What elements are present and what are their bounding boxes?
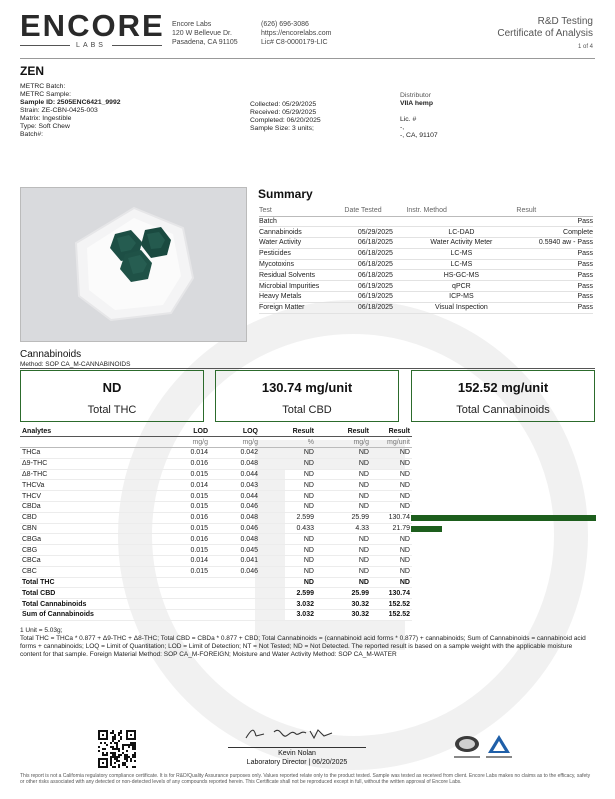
summary-date: 06/18/2025 (344, 259, 406, 270)
summary-result: Pass (516, 248, 593, 259)
lab-contact (261, 20, 331, 47)
analyte-loq (210, 577, 260, 588)
summary-title: Summary (258, 187, 313, 201)
analyte-lod (160, 588, 210, 599)
analyte-row (20, 566, 412, 577)
summary-date: 06/19/2025 (344, 281, 406, 292)
sample-id-row (20, 99, 121, 107)
analyte-loq: 0.045 (210, 545, 260, 556)
analyte-result-mgunit: mg/unit (371, 437, 412, 448)
summary-row (259, 292, 593, 303)
summary-row (259, 216, 593, 227)
lab-street: 120 W Bellevue Dr. (172, 30, 232, 37)
completed-row (250, 117, 321, 125)
analyte-lod (160, 577, 210, 588)
analyte-row (20, 469, 412, 480)
analyte-name: CBG (20, 545, 160, 556)
analyte-name: Total THC (20, 577, 160, 588)
analyte-loq: mg/g (210, 437, 260, 448)
cannabinoids-title: Cannabinoids (20, 349, 82, 360)
lab-website-link[interactable]: https://encorelabs.com (261, 30, 332, 37)
analyte-lod: 0.014 (160, 448, 210, 459)
cannabinoids-divider (20, 368, 595, 369)
summary-method: Visual Inspection (406, 302, 516, 313)
analyte-result-mgg: ND (316, 469, 371, 480)
analyte-result-pct: ND (260, 480, 316, 491)
type-label: Type: (20, 123, 37, 130)
analyte-result-mgg: ND (316, 545, 371, 556)
analyte-row (20, 545, 412, 556)
sample-size-row (250, 125, 321, 133)
summary-test: Water Activity (259, 238, 344, 249)
analyte-result-mgunit: ND (371, 534, 412, 545)
qr-code-graphic (98, 730, 136, 768)
col-analytes: Analytes (20, 426, 160, 437)
analyte-loq: 0.046 (210, 502, 260, 513)
analyte-result-pct: ND (260, 566, 316, 577)
total-row (20, 588, 412, 599)
total-row (20, 599, 412, 610)
analyte-loq: 0.048 (210, 534, 260, 545)
analyte-row (20, 480, 412, 491)
analyte-result-mgunit: ND (371, 458, 412, 469)
metrc-batch-row (20, 83, 121, 91)
lab-name: Encore Labs (172, 21, 212, 28)
product-name: ZEN (20, 64, 44, 78)
summary-method: Water Activity Meter (406, 238, 516, 249)
analyte-name: Sum of Cannabinoids (20, 610, 160, 621)
summary-col-date: Date Tested (344, 205, 406, 216)
metrc-sample-label: METRC Sample: (20, 91, 71, 98)
analyte-row (20, 491, 412, 502)
analyte-row (20, 523, 412, 534)
analyte-loq (210, 588, 260, 599)
analyte-name: CBCa (20, 556, 160, 567)
batch-label: Batch#: (20, 131, 44, 138)
summary-result: Pass (516, 216, 593, 227)
summary-col-result: Result (516, 205, 593, 216)
summary-row (259, 302, 593, 313)
analyte-lod: 0.016 (160, 534, 210, 545)
total-cbd-value: 130.74 mg/unit (261, 380, 353, 395)
analyte-result-mgunit: 130.74 (371, 512, 412, 523)
summary-test: Cannabinoids (259, 227, 344, 238)
analyte-loq: 0.041 (210, 556, 260, 567)
summary-date: 06/18/2025 (344, 270, 406, 281)
analyte-loq: 0.044 (210, 491, 260, 502)
report-title: Certificate of Analysis (497, 28, 593, 39)
summary-test: Batch (259, 216, 344, 227)
total-cannabinoids-value: 152.52 mg/unit (457, 380, 549, 395)
analyte-lod: 0.016 (160, 512, 210, 523)
analyte-result-mgunit: ND (371, 502, 412, 513)
lab-address (172, 20, 238, 47)
analytes-table (20, 426, 412, 621)
summary-result: Pass (516, 281, 593, 292)
summary-date (344, 216, 406, 227)
total-thc-label: Total THC (87, 404, 137, 416)
summary-test: Pesticides (259, 248, 344, 259)
analyte-result-pct: ND (260, 458, 316, 469)
col-result-pct: Result (260, 426, 316, 437)
summary-row (259, 270, 593, 281)
summary-method: qPCR (406, 281, 516, 292)
analyte-result-pct: ND (260, 545, 316, 556)
unit-note: 1 Unit = 5.03g; (20, 627, 63, 634)
total-cbd-box (215, 370, 399, 422)
lab-city: Pasadena, CA 91105 (172, 39, 238, 46)
matrix-label: Matrix: (20, 115, 41, 122)
analyte-result-pct: % (260, 437, 316, 448)
completed-label: Completed: (250, 117, 285, 124)
signature-line (228, 747, 366, 748)
total-cannabinoids-box (411, 370, 595, 422)
summary-col-test: Test (259, 205, 344, 216)
analyte-lod: 0.014 (160, 556, 210, 567)
analyte-loq (210, 599, 260, 610)
total-cannabinoids-label: Total Cannabinoids (456, 404, 550, 416)
sample-size-value: 3 units; (291, 125, 314, 132)
analyte-result-mgg: ND (316, 491, 371, 502)
analyte-result-mgunit: ND (371, 545, 412, 556)
analyte-result-mgunit: 130.74 (371, 588, 412, 599)
summary-method: LC-DAD (406, 227, 516, 238)
summary-header-row (259, 205, 593, 216)
analyte-result-mgunit: 152.52 (371, 610, 412, 621)
analyte-result-pct: ND (260, 556, 316, 567)
analyte-row (20, 512, 412, 523)
strain-row (20, 107, 121, 115)
summary-row (259, 227, 593, 238)
analyte-result-mgg: 30.32 (316, 610, 371, 621)
result-bar-cbd (411, 515, 596, 521)
distributor-label: Distributor (400, 92, 431, 99)
analyte-name: Total CBD (20, 588, 160, 599)
analytes-header-row (20, 426, 412, 437)
summary-test: Mycotoxins (259, 259, 344, 270)
analyte-loq: 0.044 (210, 469, 260, 480)
analyte-lod: mg/g (160, 437, 210, 448)
logo-subline (20, 42, 162, 49)
analyte-name: Δ9-THC (20, 458, 160, 469)
analyte-lod: 0.015 (160, 545, 210, 556)
analyte-result-mgg: ND (316, 502, 371, 513)
analyte-result-mgg: 4.33 (316, 523, 371, 534)
batch-row (20, 131, 121, 139)
logo-sub-text: LABS (76, 42, 106, 49)
analyte-name: CBC (20, 566, 160, 577)
distributor-info (400, 92, 438, 140)
analyte-result-mgg: ND (316, 566, 371, 577)
analyte-result-mgunit: ND (371, 480, 412, 491)
analyte-result-mgg: mg/g (316, 437, 371, 448)
report-title-block (497, 16, 593, 50)
analyte-lod (160, 599, 210, 610)
analyte-lod: 0.015 (160, 491, 210, 502)
analyte-name: CBN (20, 523, 160, 534)
collected-value: 05/29/2025 (282, 101, 317, 108)
page-number: 1 of 4 (577, 44, 593, 50)
summary-result: Complete (516, 227, 593, 238)
summary-date: 06/18/2025 (344, 238, 406, 249)
cannabinoids-method: Method: SOP CA_M-CANNABINOIDS (20, 361, 131, 368)
analyte-name: THCa (20, 448, 160, 459)
received-label: Received: (250, 109, 281, 116)
collected-label: Collected: (250, 101, 281, 108)
strain-value: ZE-CBN-0425-003 (41, 107, 98, 114)
analyte-row (20, 448, 412, 459)
analyte-result-mgg: 25.99 (316, 512, 371, 523)
analyte-row (20, 556, 412, 567)
sample-info (20, 83, 121, 139)
analyte-result-pct: 3.032 (260, 599, 316, 610)
analyte-result-mgg: ND (316, 458, 371, 469)
qr-code[interactable] (98, 730, 136, 768)
signature (240, 724, 360, 746)
analyte-result-mgg: ND (316, 448, 371, 459)
analyte-loq: 0.046 (210, 523, 260, 534)
disclaimer: This report is not a California regulatory compliance certificate. It is for R&D/Quality Assurance purposes only. Values reported relate only to the product tested. Sample was tested as received from client. Encore Labs makes no claims as to the efficacy, safety or other risks associated with any detected or non-detected levels of any compounds reported herein. This Certificate shall not be reproduced except in full, without the written approval of Encore Labs. (20, 773, 591, 786)
summary-row (259, 281, 593, 292)
signer-title: Laboratory Director | 06/20/2025 (246, 759, 348, 766)
summary-method (406, 216, 516, 227)
analyte-name: CBGa (20, 534, 160, 545)
logo-wordmark: ENCORE (20, 8, 165, 43)
analyte-lod: 0.015 (160, 566, 210, 577)
analyte-result-pct: ND (260, 577, 316, 588)
summary-method: LC-MS (406, 248, 516, 259)
logo-rule-left (20, 45, 70, 46)
summary-date: 06/18/2025 (344, 302, 406, 313)
completed-value: 06/20/2025 (286, 117, 321, 124)
total-row (20, 610, 412, 621)
analyte-result-mgg: ND (316, 556, 371, 567)
summary-row (259, 259, 593, 270)
analyte-result-mgunit: 21.79 (371, 523, 412, 534)
signer-block (228, 749, 366, 767)
analyte-loq: 0.043 (210, 480, 260, 491)
received-row (250, 109, 321, 117)
analyte-result-mgunit: ND (371, 448, 412, 459)
total-cbd-label: Total CBD (282, 404, 332, 416)
summary-method: ICP-MS (406, 292, 516, 303)
type-row (20, 123, 121, 131)
summary-date: 06/19/2025 (344, 292, 406, 303)
analyte-result-mgunit: ND (371, 566, 412, 577)
summary-test: Heavy Metals (259, 292, 344, 303)
summary-result: Pass (516, 292, 593, 303)
company-logo (20, 8, 165, 49)
result-bar-cbn (411, 526, 442, 532)
col-result-mgunit: Result (371, 426, 412, 437)
matrix-value: Ingestible (42, 115, 72, 122)
analyte-name: CBDa (20, 502, 160, 513)
total-thc-value: ND (102, 380, 122, 395)
summary-col-method: Instr. Method (406, 205, 516, 216)
received-value: 05/29/2025 (282, 109, 317, 116)
signer-name: Kevin Nolan (278, 750, 316, 757)
col-lod: LOD (160, 426, 210, 437)
collected-row (250, 101, 321, 109)
matrix-row (20, 115, 121, 123)
lab-license: Lic# C8-0000179-LIC (261, 39, 328, 46)
analyte-result-mgunit: ND (371, 556, 412, 567)
analyte-result-mgunit: ND (371, 469, 412, 480)
logo-rule-right (112, 45, 162, 46)
distributor-address-2: -, CA, 91107 (400, 132, 438, 139)
summary-row (259, 248, 593, 259)
analyte-row (20, 502, 412, 513)
analyte-lod: 0.016 (160, 458, 210, 469)
col-result-mgg: Result (316, 426, 371, 437)
notes (20, 627, 595, 659)
analyte-lod (160, 610, 210, 621)
analyte-result-mgunit: 152.52 (371, 599, 412, 610)
summary-result: 0.5940 aw - Pass (516, 238, 593, 249)
summary-method: HS-GC-MS (406, 270, 516, 281)
analyte-result-mgg: ND (316, 480, 371, 491)
analyte-result-mgunit: ND (371, 577, 412, 588)
analyte-result-pct: 0.433 (260, 523, 316, 534)
analyte-result-pct: 2.599 (260, 512, 316, 523)
analyte-result-pct: ND (260, 491, 316, 502)
col-loq: LOQ (210, 426, 260, 437)
summary-result: Pass (516, 270, 593, 281)
analyte-result-mgunit: ND (371, 491, 412, 502)
analyte-result-pct: 2.599 (260, 588, 316, 599)
summary-test: Foreign Matter (259, 302, 344, 313)
analyte-name: Δ8-THC (20, 469, 160, 480)
analyte-loq: 0.042 (210, 448, 260, 459)
report-type: R&D Testing (537, 16, 593, 27)
formula-note: Total THC = THCa * 0.877 + Δ9-THC + Δ8-THC; Total CBD = CBDa * 0.877 + CBD; Total Cannabinoids = (cannabinoid acid forms * 0.877) + cannabinoids; Sum of Cannabinoids = cannabinoid acid forms + cannabinoids; LOQ = Limit of Quantitation; LOD = Limit of Detection; NT = Not Tested; ND = Not Detected. The reported result is based on a sample weight with the applicable moisture content for that sample. Foreign Material Method: SOP CA_M-FOREIGN; Moisture and Water Activity Method: SOP CA_M-WATER (20, 635, 586, 659)
distributor-license: Lic. # (400, 116, 417, 123)
summary-result: Pass (516, 259, 593, 270)
summary-date: 06/18/2025 (344, 248, 406, 259)
analyte-name: Total Cannabinoids (20, 599, 160, 610)
summary-method: LC-MS (406, 259, 516, 270)
summary-test: Residual Solvents (259, 270, 344, 281)
analyte-result-mgg: ND (316, 577, 371, 588)
summary-table (259, 205, 593, 314)
analyte-result-mgg: ND (316, 534, 371, 545)
summary-date: 05/29/2025 (344, 227, 406, 238)
sample-dates (250, 101, 321, 133)
analyte-loq: 0.048 (210, 512, 260, 523)
analyte-lod: 0.015 (160, 502, 210, 513)
accreditation-logos (454, 733, 524, 761)
summary-row (259, 238, 593, 249)
units-row (20, 437, 412, 448)
sample-id-label: Sample ID: (20, 99, 56, 106)
total-row (20, 577, 412, 588)
analyte-result-mgg: 25.99 (316, 588, 371, 599)
analyte-name: THCVa (20, 480, 160, 491)
summary-result: Pass (516, 302, 593, 313)
distributor-name: VIIA hemp (400, 100, 433, 107)
analyte-result-pct: ND (260, 534, 316, 545)
analyte-result-pct: ND (260, 469, 316, 480)
photo-illustration (21, 188, 247, 342)
analyte-result-mgg: 30.32 (316, 599, 371, 610)
analyte-name: CBD (20, 512, 160, 523)
analyte-loq (210, 610, 260, 621)
analyte-name (20, 437, 160, 448)
analyte-result-pct: ND (260, 502, 316, 513)
total-thc-box (20, 370, 204, 422)
analyte-loq: 0.048 (210, 458, 260, 469)
analyte-lod: 0.015 (160, 523, 210, 534)
analyte-result-pct: ND (260, 448, 316, 459)
metrc-batch-label: METRC Batch: (20, 83, 66, 90)
strain-label: Strain: (20, 107, 40, 114)
metrc-sample-row (20, 91, 121, 99)
product-photo (20, 187, 247, 342)
header-divider (20, 58, 595, 59)
sample-id-value: 2505ENC6421_9992 (57, 99, 121, 106)
summary-test: Microbial Impurities (259, 281, 344, 292)
type-value: Soft Chew (38, 123, 70, 130)
lab-phone: (626) 696-3086 (261, 21, 309, 28)
analyte-row (20, 534, 412, 545)
distributor-address-1: -, (400, 124, 405, 131)
sample-size-label: Sample Size: (250, 125, 291, 132)
analyte-loq: 0.046 (210, 566, 260, 577)
analyte-row (20, 458, 412, 469)
analyte-lod: 0.014 (160, 480, 210, 491)
analyte-result-pct: 3.032 (260, 610, 316, 621)
analyte-lod: 0.015 (160, 469, 210, 480)
analyte-name: THCV (20, 491, 160, 502)
